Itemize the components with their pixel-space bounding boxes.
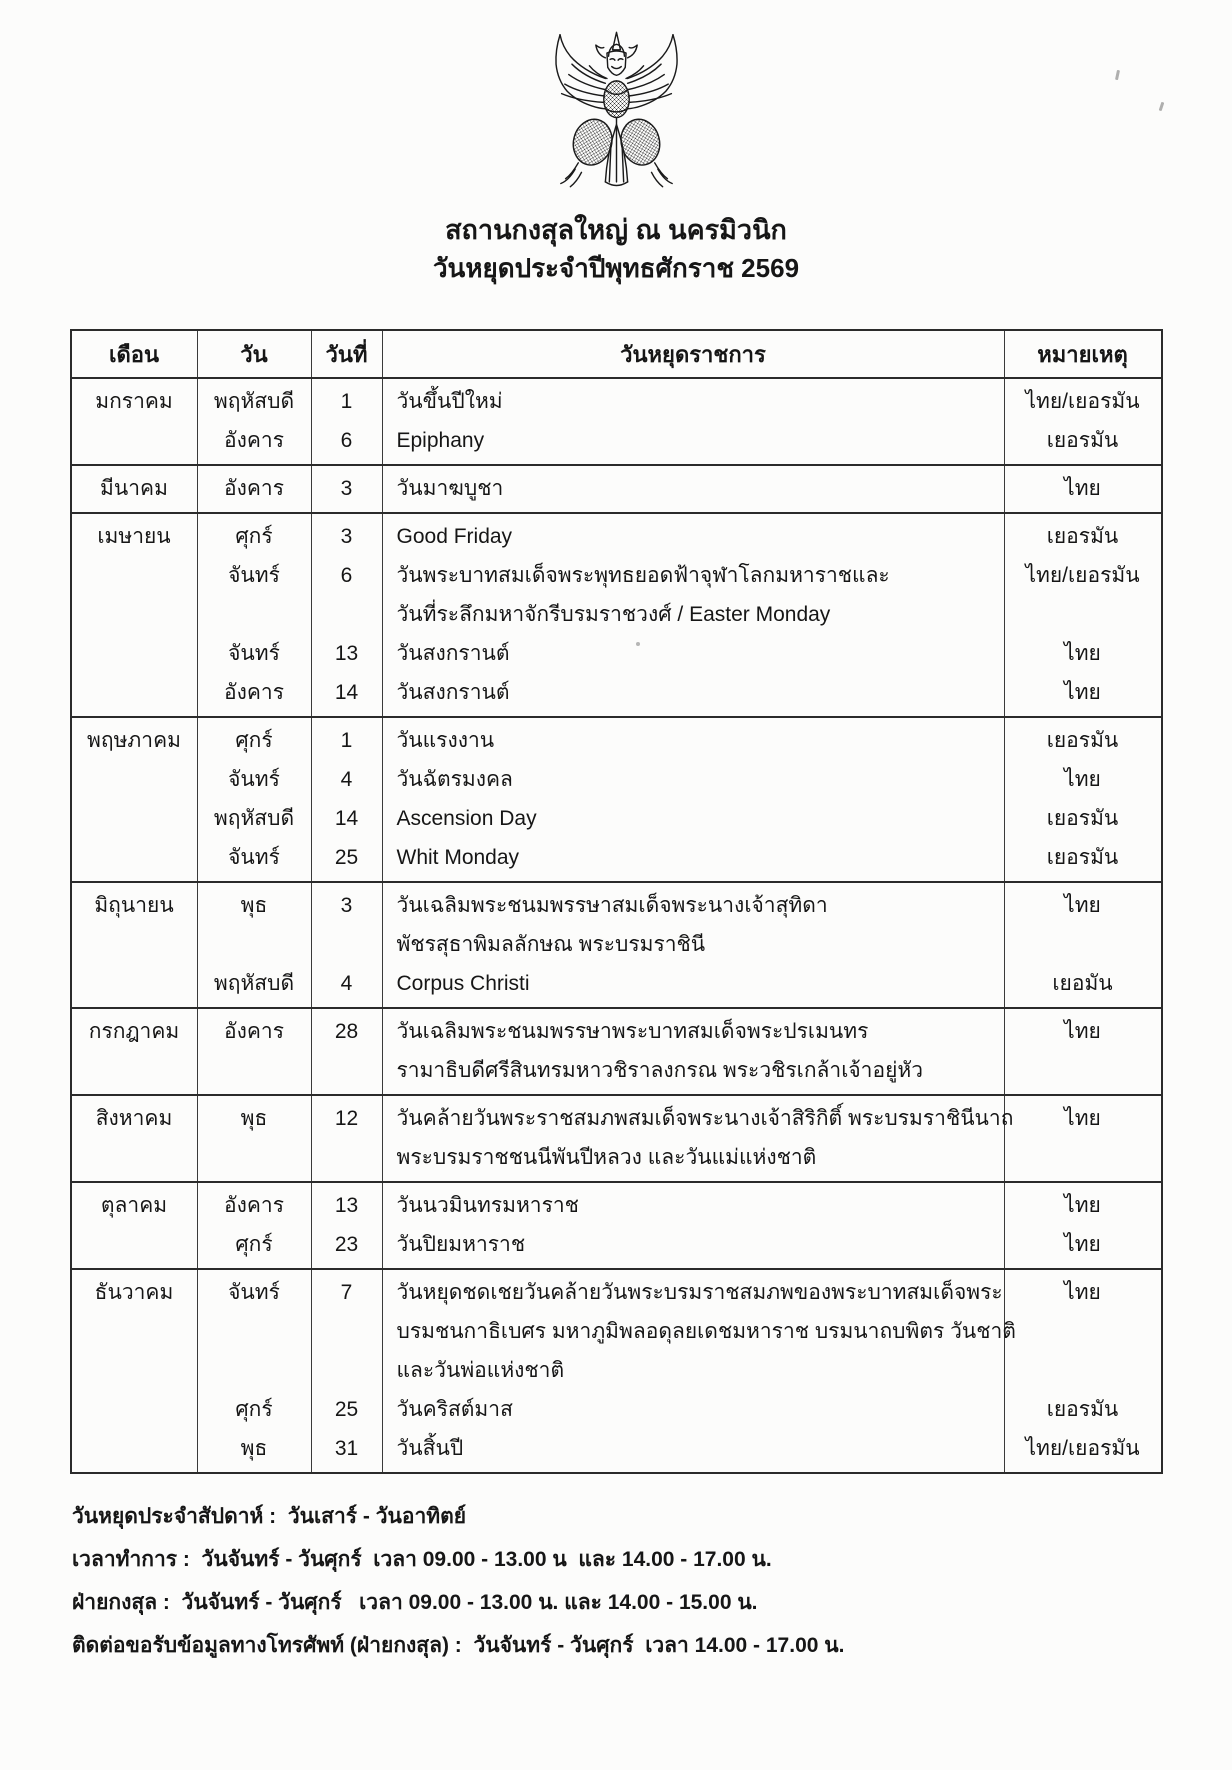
holiday-cell <box>383 1225 1005 1268</box>
holiday-entry-row <box>198 1270 1161 1390</box>
holiday-cell <box>383 718 1005 760</box>
remark-value: ไทย <box>1064 1107 1101 1130</box>
holiday-line: พระบรมราชชนนีพันปีหลวง และวันแม่แห่งชาติ <box>396 1146 817 1169</box>
month-group-row <box>72 464 1161 512</box>
date-cell <box>312 1096 383 1181</box>
remark-cell <box>1005 760 1161 799</box>
date-cell <box>312 1009 383 1094</box>
holiday-line: วันสงกรานต์ <box>396 642 510 665</box>
holiday-entry-row <box>198 1225 1161 1268</box>
remark-cell <box>1005 514 1161 556</box>
scanned-document-page <box>0 26 1232 1770</box>
date-cell <box>312 883 383 964</box>
date-value: 13 <box>334 1193 359 1217</box>
month-group-row <box>72 1268 1161 1472</box>
day-value: พฤหัสบดี <box>213 807 295 830</box>
footer-value: วันจันทร์ - วันศุกร์ เวลา 14.00 - 17.00 น. <box>461 1634 845 1657</box>
footer-line <box>72 1502 1232 1532</box>
holiday-entry-row <box>198 421 1161 464</box>
day-cell <box>198 421 312 464</box>
day-value: พุธ <box>240 1437 268 1460</box>
holiday-cell <box>383 673 1005 716</box>
remark-cell <box>1005 883 1161 964</box>
day-value: อังคาร <box>224 477 284 500</box>
date-cell <box>312 1225 383 1268</box>
holiday-cell <box>383 421 1005 464</box>
month-label: เมษายน <box>97 525 171 548</box>
remark-value: เยอมัน <box>1052 972 1113 995</box>
date-cell <box>312 379 383 421</box>
day-value: พฤหัสบดี <box>213 390 295 413</box>
date-cell <box>312 1429 383 1472</box>
day-cell <box>198 466 312 512</box>
day-cell <box>198 556 312 634</box>
remark-value: ไทย <box>1064 1020 1101 1043</box>
date-cell <box>312 760 383 799</box>
date-value: 4 <box>340 767 353 791</box>
remark-cell <box>1005 673 1161 716</box>
date-value: 3 <box>340 524 353 548</box>
date-value: 31 <box>334 1436 359 1460</box>
day-cell <box>198 1225 312 1268</box>
column-header: เดือน <box>72 331 198 377</box>
date-cell <box>312 556 383 634</box>
holiday-line: วันเฉลิมพระชนมพรรษาพระบาทสมเด็จพระปรเมนทร <box>396 1020 869 1043</box>
holiday-cell <box>383 838 1005 881</box>
day-value: ศุกร์ <box>235 729 273 752</box>
footer-label: ติดต่อขอรับข้อมูลทางโทรศัพท์ (ฝ่ายกงสุล) : <box>72 1634 462 1657</box>
entries-wrap <box>198 883 1161 1007</box>
date-value: 3 <box>340 476 353 500</box>
remark-value: ไทย/เยอรมัน <box>1025 1437 1140 1460</box>
day-cell <box>198 379 312 421</box>
day-value: พฤหัสบดี <box>213 972 295 995</box>
footer-value: วันเสาร์ - วันอาทิตย์ <box>276 1505 467 1528</box>
holiday-cell <box>383 799 1005 838</box>
footer-line <box>72 1588 1232 1618</box>
remark-cell <box>1005 421 1161 464</box>
day-cell <box>198 673 312 716</box>
scan-artifact <box>1115 70 1120 80</box>
holiday-line: วันพระบาทสมเด็จพระพุทธยอดฟ้าจุฬาโลกมหาราชและ <box>396 564 890 587</box>
holiday-cell <box>383 1429 1005 1472</box>
remark-value: ไทย <box>1064 768 1101 791</box>
remark-value: เยอรมัน <box>1046 1398 1119 1421</box>
holiday-cell <box>383 1009 1005 1094</box>
holiday-cell <box>383 514 1005 556</box>
holiday-entry-row <box>198 718 1161 760</box>
month-cell <box>72 1183 198 1268</box>
footer-value: วันจันทร์ - วันศุกร์ เวลา 09.00 - 13.00 น และ 14.00 - 17.00 น. <box>189 1548 772 1571</box>
date-value: 12 <box>334 1106 359 1130</box>
holiday-entry-row <box>198 1429 1161 1472</box>
holiday-entry-row <box>198 1009 1161 1094</box>
date-value: 14 <box>334 680 359 704</box>
holiday-line: Good Friday <box>396 524 513 548</box>
holiday-cell <box>383 964 1005 1007</box>
holiday-line: Ascension Day <box>396 806 537 830</box>
date-cell <box>312 718 383 760</box>
holiday-entry-row <box>198 1096 1161 1181</box>
entries-wrap <box>198 1183 1161 1268</box>
date-cell <box>312 466 383 512</box>
remark-value: เยอรมัน <box>1046 846 1119 869</box>
day-cell <box>198 760 312 799</box>
holiday-line: Epiphany <box>396 428 485 452</box>
month-label: มีนาคม <box>100 477 168 500</box>
holiday-line: รามาธิบดีศรีสินทรมหาวชิราลงกรณ พระวชิรเกล้าเจ้าอยู่หัว <box>396 1059 924 1082</box>
day-value: ศุกร์ <box>235 1398 273 1421</box>
remark-cell <box>1005 964 1161 1007</box>
day-value: จันทร์ <box>228 846 280 869</box>
entries-wrap <box>198 1270 1161 1472</box>
holiday-entry-row <box>198 556 1161 634</box>
date-value: 3 <box>340 893 353 917</box>
column-header: วันที่ <box>312 331 383 377</box>
holiday-cell <box>383 634 1005 673</box>
month-group-row <box>72 1094 1161 1181</box>
month-cell <box>72 883 198 1007</box>
day-cell <box>198 1009 312 1094</box>
remark-cell <box>1005 379 1161 421</box>
holiday-line: Corpus Christi <box>396 971 530 995</box>
remark-value: เยอรมัน <box>1046 807 1119 830</box>
month-cell <box>72 1270 198 1472</box>
date-value: 7 <box>340 1280 353 1304</box>
day-cell <box>198 514 312 556</box>
remark-cell <box>1005 1096 1161 1181</box>
remark-value: ไทย <box>1064 1194 1101 1217</box>
footer-notes <box>72 1502 1232 1661</box>
remark-value: ไทย <box>1064 642 1101 665</box>
column-header: วันหยุดราชการ <box>383 331 1005 377</box>
entries-wrap <box>198 379 1161 464</box>
month-label: ธันวาคม <box>94 1281 174 1304</box>
day-cell <box>198 1429 312 1472</box>
day-cell <box>198 1183 312 1225</box>
remark-cell <box>1005 1390 1161 1429</box>
date-cell <box>312 799 383 838</box>
date-cell <box>312 1270 383 1390</box>
holiday-entry-row <box>198 964 1161 1007</box>
remark-value: เยอรมัน <box>1046 729 1119 752</box>
holiday-cell <box>383 1096 1014 1181</box>
day-value: จันทร์ <box>228 564 280 587</box>
holiday-line: วันคริสต์มาส <box>396 1398 513 1421</box>
month-cell <box>72 1009 198 1094</box>
day-value: จันทร์ <box>228 1281 280 1304</box>
holiday-entry-row <box>198 1390 1161 1429</box>
footer-line <box>72 1631 1232 1661</box>
month-group-row <box>72 716 1161 881</box>
scan-artifact <box>636 642 640 646</box>
remark-value: ไทย/เยอรมัน <box>1025 390 1140 413</box>
holiday-line: วันเฉลิมพระชนมพรรษาสมเด็จพระนางเจ้าสุทิดา <box>396 894 828 917</box>
remark-cell <box>1005 1183 1161 1225</box>
holiday-cell <box>383 379 1005 421</box>
holiday-entry-row <box>198 466 1161 512</box>
date-value: 4 <box>340 971 353 995</box>
month-group-row <box>72 881 1161 1007</box>
document-title: สถานกงสุลใหญ่ ณ นครมิวนิก <box>445 215 787 245</box>
month-group-row <box>72 512 1161 716</box>
month-label: มิถุนายน <box>94 894 174 917</box>
remark-value: ไทย <box>1064 894 1101 917</box>
month-label: มกราคม <box>95 390 173 413</box>
date-cell <box>312 514 383 556</box>
date-cell <box>312 838 383 881</box>
day-cell <box>198 1270 312 1390</box>
date-value: 25 <box>334 845 359 869</box>
remark-value: ไทย <box>1064 1281 1101 1304</box>
holiday-entry-row <box>198 514 1161 556</box>
holiday-cell <box>383 556 1005 634</box>
date-cell <box>312 673 383 716</box>
holiday-line: วันขึ้นปีใหม่ <box>396 390 503 413</box>
day-cell <box>198 1096 312 1181</box>
holiday-entry-row <box>198 883 1161 964</box>
day-value: จันทร์ <box>228 642 280 665</box>
garuda-emblem-icon <box>529 26 704 201</box>
holiday-line: Whit Monday <box>396 845 520 869</box>
footer-label: ฝ่ายกงสุล : <box>72 1591 170 1614</box>
footer-label: วันหยุดประจำสัปดาห์ : <box>72 1505 277 1528</box>
month-label: กรกฎาคม <box>88 1020 180 1043</box>
date-value: 28 <box>334 1019 359 1043</box>
column-header: หมายเหตุ <box>1037 341 1128 367</box>
date-cell <box>312 1390 383 1429</box>
month-label: พฤษภาคม <box>87 729 181 752</box>
holiday-line: วันที่ระลึกมหาจักรีบรมราชวงศ์ / Easter Monday <box>396 603 831 626</box>
holiday-table <box>70 329 1163 1474</box>
remark-value: ไทย/เยอรมัน <box>1025 564 1140 587</box>
date-value: 23 <box>334 1232 359 1256</box>
remark-cell <box>1005 1270 1161 1390</box>
day-value: พุธ <box>240 1107 268 1130</box>
month-group-row <box>72 379 1161 464</box>
table-header-row <box>72 331 1161 379</box>
date-value: 13 <box>334 641 359 665</box>
footer-label: เวลาทำการ : <box>72 1548 190 1571</box>
date-cell <box>312 421 383 464</box>
day-value: อังคาร <box>224 681 284 704</box>
month-group-row <box>72 1007 1161 1094</box>
holiday-cell <box>383 1390 1005 1429</box>
holiday-line: วันปิยมหาราช <box>396 1233 526 1256</box>
footer-line <box>72 1545 1232 1575</box>
entries-wrap <box>198 718 1161 881</box>
date-cell <box>312 964 383 1007</box>
holiday-entry-row <box>198 838 1161 881</box>
remark-cell <box>1005 466 1161 512</box>
scan-artifact <box>1159 102 1165 111</box>
day-cell <box>198 964 312 1007</box>
column-header: วัน <box>198 331 312 377</box>
remark-value: ไทย <box>1064 1233 1101 1256</box>
holiday-cell <box>383 1270 1016 1390</box>
day-value: อังคาร <box>224 429 284 452</box>
remark-cell <box>1005 1429 1161 1472</box>
remark-cell <box>1005 799 1161 838</box>
day-value: อังคาร <box>224 1194 284 1217</box>
holiday-line: บรมชนกาธิเบศร มหาภูมิพลอดุลยเดชมหาราช บรมนาถบพิตร วันชาติ <box>396 1320 1016 1343</box>
holiday-cell <box>383 466 1005 512</box>
holiday-cell <box>383 883 1005 964</box>
holiday-line: วันคล้ายวันพระราชสมภพสมเด็จพระนางเจ้าสิริกิติ์ พระบรมราชินีนาถ <box>396 1107 1014 1130</box>
day-cell <box>198 634 312 673</box>
holiday-line: วันฉัตรมงคล <box>396 768 513 791</box>
day-cell <box>198 718 312 760</box>
day-cell <box>198 799 312 838</box>
holiday-line: วันสงกรานต์ <box>396 681 510 704</box>
holiday-entry-row <box>198 379 1161 421</box>
day-value: ศุกร์ <box>235 525 273 548</box>
remark-value: ไทย <box>1064 681 1101 704</box>
holiday-entry-row <box>198 760 1161 799</box>
remark-cell <box>1005 718 1161 760</box>
holiday-cell <box>383 760 1005 799</box>
holiday-line: พัชรสุธาพิมลลักษณ พระบรมราชินี <box>396 933 706 956</box>
holiday-line: วันสิ้นปี <box>396 1437 464 1460</box>
date-value: 14 <box>334 806 359 830</box>
remark-cell <box>1005 634 1161 673</box>
day-value: พุธ <box>240 894 268 917</box>
holiday-line: วันนวมินทรมหาราช <box>396 1194 579 1217</box>
entries-wrap <box>198 466 1161 512</box>
entries-wrap <box>198 514 1161 716</box>
month-cell <box>72 466 198 512</box>
date-value: 1 <box>340 728 353 752</box>
holiday-cell <box>383 1183 1005 1225</box>
remark-cell <box>1005 838 1161 881</box>
month-cell <box>72 379 198 464</box>
holiday-entry-row <box>198 799 1161 838</box>
month-label: สิงหาคม <box>95 1107 173 1130</box>
day-value: ศุกร์ <box>235 1233 273 1256</box>
day-cell <box>198 838 312 881</box>
holiday-entry-row <box>198 634 1161 673</box>
holiday-line: วันมาฆบูชา <box>396 477 504 500</box>
day-cell <box>198 883 312 964</box>
month-label: ตุลาคม <box>100 1194 168 1217</box>
document-subtitle: วันหยุดประจำปีพุทธศักราช 2569 <box>432 253 800 283</box>
remark-value: ไทย <box>1064 477 1101 500</box>
holiday-line: วันแรงงาน <box>396 729 495 752</box>
holiday-entry-row <box>198 1183 1161 1225</box>
date-cell <box>312 634 383 673</box>
date-value: 6 <box>340 563 353 587</box>
month-cell <box>72 514 198 716</box>
month-cell <box>72 718 198 881</box>
entries-wrap <box>198 1009 1161 1094</box>
day-cell <box>198 1390 312 1429</box>
footer-value: วันจันทร์ - วันศุกร์ เวลา 09.00 - 13.00 น. และ 14.00 - 15.00 น. <box>169 1591 758 1614</box>
entries-wrap <box>198 1096 1161 1181</box>
day-value: อังคาร <box>224 1020 284 1043</box>
holiday-line: และวันพ่อแห่งชาติ <box>396 1359 565 1382</box>
remark-cell <box>1005 1009 1161 1094</box>
day-value: จันทร์ <box>228 768 280 791</box>
date-cell <box>312 1183 383 1225</box>
remark-cell <box>1005 1225 1161 1268</box>
remark-cell <box>1005 556 1161 634</box>
remark-value: เยอรมัน <box>1046 429 1119 452</box>
month-group-row <box>72 1181 1161 1268</box>
month-cell <box>72 1096 198 1181</box>
date-value: 25 <box>334 1397 359 1421</box>
date-value: 6 <box>340 428 353 452</box>
holiday-line: วันหยุดชดเชยวันคล้ายวันพระบรมราชสมภพของพระบาทสมเด็จพระ <box>396 1281 1003 1304</box>
remark-value: เยอรมัน <box>1046 525 1119 548</box>
holiday-entry-row <box>198 673 1161 716</box>
date-value: 1 <box>340 389 353 413</box>
